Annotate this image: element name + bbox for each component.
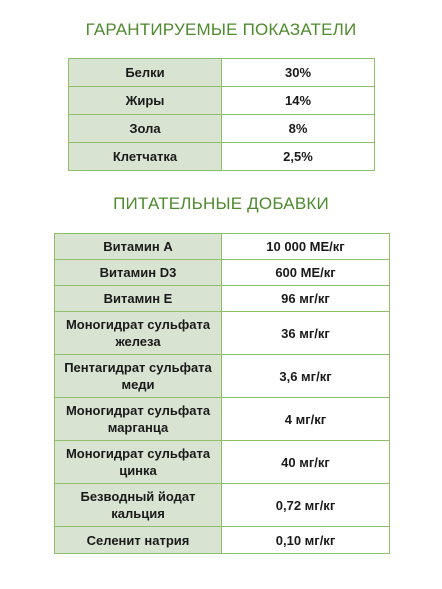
table-row	[69, 115, 375, 143]
table-row	[55, 260, 390, 286]
table-row	[55, 484, 390, 527]
additive-value: 40 мг/кг	[222, 441, 390, 484]
additive-value: 0,72 мг/кг	[222, 484, 390, 527]
table-row	[69, 87, 375, 115]
additive-label: Пентагидрат сульфата меди	[55, 355, 222, 398]
table-row	[55, 312, 390, 355]
table-row	[55, 355, 390, 398]
additive-label: Селенит натрия	[55, 527, 222, 554]
nutrient-label: Зола	[69, 115, 222, 143]
guaranteed-table	[68, 58, 375, 171]
additive-label: Моногидрат сульфата марганца	[55, 398, 222, 441]
table-row	[55, 527, 390, 554]
guaranteed-title: ГАРАНТИРУЕМЫЕ ПОКАЗАТЕЛИ	[85, 20, 357, 39]
table-row	[69, 59, 375, 87]
nutrient-label: Жиры	[69, 87, 222, 115]
additive-label: Витамин D3	[55, 260, 222, 286]
table-row	[55, 398, 390, 441]
additive-value: 10 000 МЕ/кг	[222, 234, 390, 260]
nutrient-label: Белки	[69, 59, 222, 87]
additive-value: 3,6 мг/кг	[222, 355, 390, 398]
additive-value: 96 мг/кг	[222, 286, 390, 312]
table-row	[55, 234, 390, 260]
additive-label: Безводный йодат кальция	[55, 484, 222, 527]
additives-table	[54, 233, 390, 554]
additive-value: 600 МЕ/кг	[222, 260, 390, 286]
table-row	[55, 286, 390, 312]
additive-label: Витамин A	[55, 234, 222, 260]
nutrient-value: 2,5%	[222, 143, 375, 171]
table-row	[69, 143, 375, 171]
nutrient-label: Клетчатка	[69, 143, 222, 171]
table-row	[55, 441, 390, 484]
additive-label: Моногидрат сульфата цинка	[55, 441, 222, 484]
additive-value: 0,10 мг/кг	[222, 527, 390, 554]
additives-title: ПИТАТЕЛЬНЫЕ ДОБАВКИ	[113, 194, 329, 213]
nutrient-value: 8%	[222, 115, 375, 143]
nutrient-value: 30%	[222, 59, 375, 87]
additive-value: 36 мг/кг	[222, 312, 390, 355]
additive-label: Витамин E	[55, 286, 222, 312]
additive-value: 4 мг/кг	[222, 398, 390, 441]
nutrient-value: 14%	[222, 87, 375, 115]
additive-label: Моногидрат сульфата железа	[55, 312, 222, 355]
